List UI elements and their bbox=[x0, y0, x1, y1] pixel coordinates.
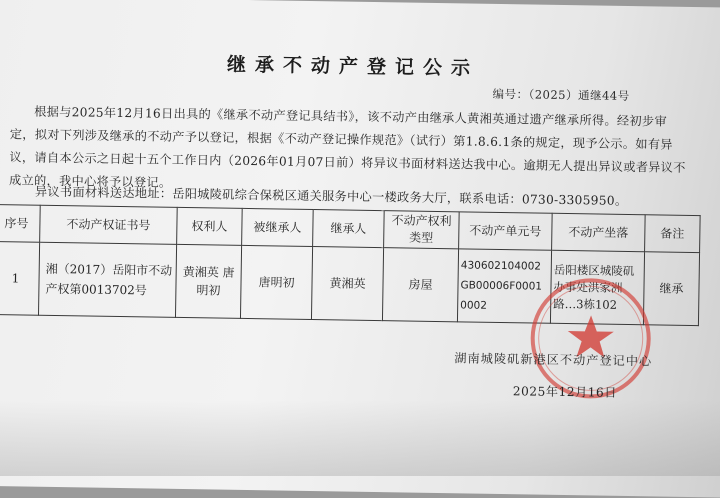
cell-right-type: 房屋 bbox=[382, 248, 458, 322]
col-right-type: 不动产权利类型 bbox=[384, 211, 460, 249]
col-unit-number: 不动产单元号 bbox=[459, 212, 553, 250]
shadow bbox=[0, 400, 720, 476]
cell-index: 1 bbox=[0, 242, 40, 316]
col-remark: 备注 bbox=[645, 215, 701, 253]
cell-heir: 黄湘英 bbox=[311, 247, 383, 321]
issue-date: 2025年12月16日 bbox=[512, 384, 618, 400]
notice-title: 继承不动产登记公示 bbox=[226, 53, 480, 80]
cell-unit-number: 430602104002GB00006F00010002 bbox=[457, 249, 551, 323]
col-location: 不动产坐落 bbox=[552, 213, 646, 251]
cell-location: 岳阳楼区城陵矶办事处洪家洲路…3栋102 bbox=[550, 250, 644, 324]
cell-decedent: 唐明初 bbox=[240, 245, 312, 319]
cell-rights-holder: 黄湘英 唐明初 bbox=[175, 244, 241, 318]
col-index: 序号 bbox=[0, 205, 40, 243]
cell-certificate: 湘（2017）岳阳市不动产权第0013702号 bbox=[38, 242, 176, 317]
col-decedent: 被继承人 bbox=[242, 208, 314, 246]
col-certificate: 不动产权证书号 bbox=[40, 205, 178, 244]
document-number: 编号：（2025）通继44号 bbox=[492, 86, 630, 103]
cell-remark: 继承 bbox=[643, 252, 699, 326]
objection-address: 异议书面材料送达地址：岳阳城陵矶综合保税区通关服务中心一楼政务大厅，联系电话：0730-3305950。 bbox=[34, 184, 628, 208]
col-rights-holder: 权利人 bbox=[177, 207, 243, 245]
notice-body: 根据与2025年12月16日出具的《继承不动产登记具结书》，该不动产由继承人黄湘英通过遗产继承所得。经初步审定，拟对下列涉及继承的不动产予以登记，根据《不动产登记操作规范》（试行）第1.8.6.1条的规定，现予公示。如有异议，请自本公示之日起十五个工作日内（2026年01月07日前）将异议书面材料送达我中心。逾期无人提出异议或者异议不成立的，我中心将予以登记。 bbox=[8, 104, 686, 190]
issuing-organization: 湖南城陵矶新港区不动产登记中心 bbox=[454, 351, 653, 369]
col-heir: 继承人 bbox=[313, 210, 385, 248]
